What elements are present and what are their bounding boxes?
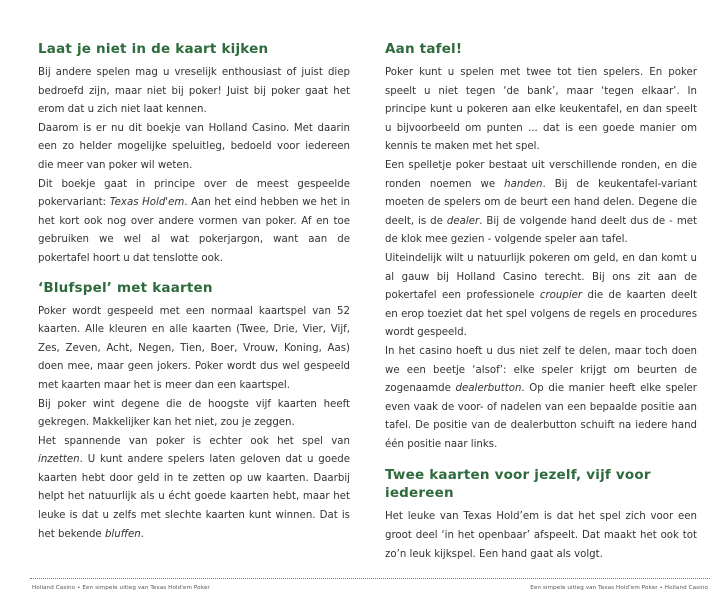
paragraph: Een spelletje poker bestaat uit verschillende ronden, en die ronden noemen we handen. Bij de keukentafel-variant moeten de spelers om de beurt een hand delen. Degene die deelt, is de dealer. Bij de volgende hand deelt dus de - met de klok mee gezien - volgende speler aan tafel. [385, 159, 698, 246]
left-column [38, 40, 350, 544]
footer-right: Een simpele uitleg van Texas Hold'em Poker • Holland Casino [530, 585, 708, 591]
paragraph: Uiteindelijk wilt u natuurlijk pokeren om geld, en dan komt u al gauw bij Holland Casino terecht. Bij ons zit aan de pokertafel een professionele croupier die de kaarten deelt en erop toeziet dat het spel volgens de regels en procedures wordt gespeeld. [385, 252, 697, 339]
paragraph: Het spannende van poker is echter ook het spel van inzetten. U kunt andere spelers laten geloven dat u goede kaarten hebt door geld in te zetten op uw kaarten. Daarbij helpt het natuurlijk als u écht goede kaarten hebt, maar het leuke is dat u zelfs met slechte kaarten kunt winnen. Dat is het bekende bluffen. [38, 435, 350, 540]
paragraph: Poker wordt gespeeld met een normaal kaartspel van 52 kaarten. Alle kleuren en alle kaarten (Twee, Drie, Vier, Vijf, Zes, Zeven, Acht, Negen, Tien, Boer, Vrouw, Koning, Aas) doen mee, maar geen jokers. Poker wordt dus wel gespeeld met kaarten maar het is meer dan een kaartspel. [38, 305, 350, 391]
footer-divider [30, 578, 710, 579]
heading-laat-je-niet-kijken: Laat je niet in de kaart kijken [38, 41, 269, 57]
paragraph: Het leuke van Texas Hold’em is dat het spel zich voor een groot deel ‘in het openbaar’ afspeelt. Dat maakt het ook tot zo’n leuk kijkspel. Een hand gaat als volgt. [385, 511, 697, 560]
heading-twee-kaarten: Twee kaarten voor jezelf, vijf voor iedereen [385, 467, 651, 502]
paragraph: Dit boekje gaat in principe over de meest gespeelde pokervariant: Texas Hold'em. Aan het eind hebben we het in het kort ook nog over andere vormen van poker. Af en toe gebruiken we wel al wat pokerjargon, want aan de pokertafel hoort u dat tenslotte ook. [38, 178, 350, 264]
heading-blufspel: ‘Blufspel’ met kaarten [38, 279, 213, 296]
paragraph: Poker kunt u spelen met twee tot tien spelers. En poker speelt u niet tegen ‘de bank’, maar ‘tegen elkaar’. In principe kunt u pokeren aan elke keukentafel, en dan speelt u bijvoorbeeld om punten ... dat is een goede manier om kennis te maken met het spel. [385, 67, 697, 153]
footer-left: Holland Casino • Een simpele uitleg van Texas Hold'em Poker [32, 585, 210, 591]
right-column [385, 40, 697, 564]
paragraph: Bij andere spelen mag u vreselijk enthousiast of juist diep bedroefd zijn, maar niet bij poker! Juist bij poker gaat het erom dat u zich niet laat kennen. [38, 67, 350, 116]
paragraph: Bij poker wint degene die de hoogste vijf kaarten heeft gekregen. Makkelijker kan het niet, zou je zeggen. [38, 398, 350, 429]
paragraph: Daarom is er nu dit boekje van Holland Casino. Met daarin een zo helder mogelijke speluitleg, bedoeld voor iedereen die meer van poker wil weten. [38, 122, 350, 171]
paragraph: In het casino hoeft u dus niet zelf te delen, maar toch doen we een beetje ‘alsof’: elke speler krijgt om beurten de zogenaamde dealerbutton. Op die manier heeft elke speler even vaak de voor- of nadelen van een bepaalde positie aan tafel. De positie van de dealerbutton schuift na iedere hand één positie naar links. [385, 345, 697, 450]
heading-aan-tafel: Aan tafel! [385, 41, 463, 57]
